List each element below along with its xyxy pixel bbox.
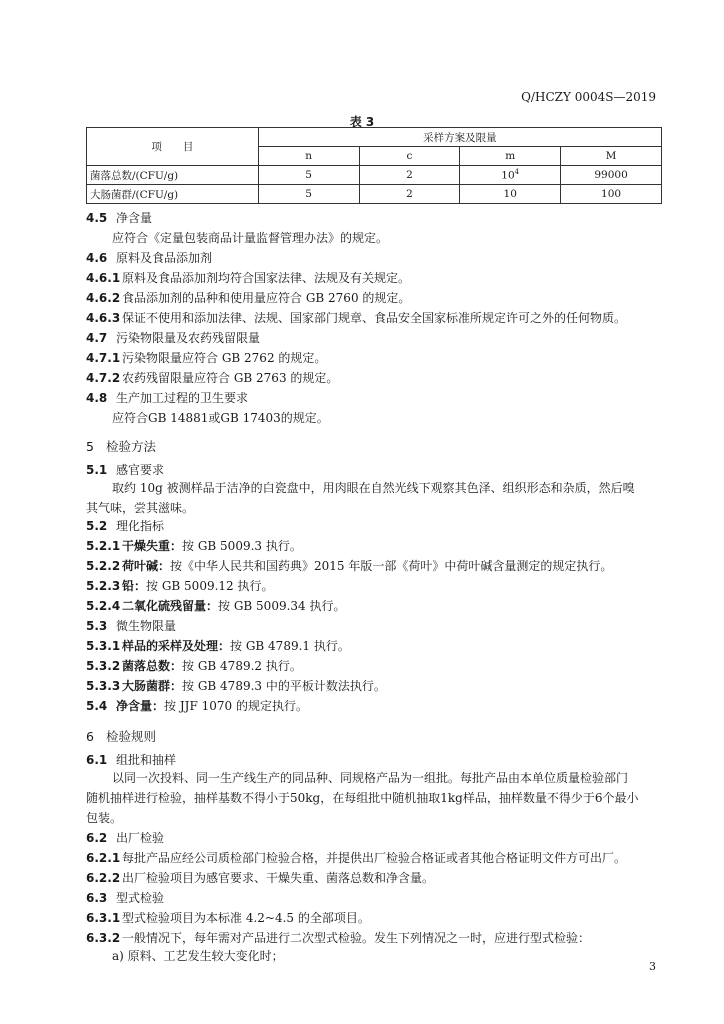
clause-text: 出厂检验项目为感官要求、干燥失重、菌落总数和净含量。 (122, 871, 435, 885)
clause-text: 按 GB 5009.3 执行。 (182, 539, 302, 553)
clause-label: 荷叶碱： (122, 559, 171, 573)
clause-number: 6.2.2 (86, 871, 121, 885)
clause-number: 4.5 (86, 211, 108, 225)
document-code: Q/HCZY 0004S—2019 (521, 90, 656, 104)
clause-number: 4.7 (86, 331, 108, 345)
clause-number: 5.3.1 (86, 639, 121, 653)
clause-title: 污染物限量及农药残留限量 (116, 331, 261, 345)
clause-number: 6.3 (86, 891, 108, 905)
clause-5-3-3 (86, 678, 386, 694)
clause-5-2-3 (86, 578, 274, 594)
section-number: 6 (86, 729, 94, 744)
clause-label: 净含量： (116, 699, 165, 713)
cell-n: 5 (258, 185, 359, 204)
clause-5-2-heading (86, 518, 164, 534)
clause-5-1-heading (86, 462, 164, 478)
clause-6-2-2 (86, 870, 434, 886)
clause-label: 铅： (122, 579, 147, 593)
clause-text: 原料及食品添加剂均符合国家法律、法规及有关规定。 (122, 271, 411, 285)
clause-number: 5.2 (86, 519, 108, 533)
clause-number: 6.3.1 (86, 911, 121, 925)
clause-number: 5.3.2 (86, 659, 121, 673)
clause-title: 组批和抽样 (116, 753, 177, 767)
section-5-heading (86, 437, 156, 455)
clause-text: 食品添加剂的品种和使用量应符合 GB 2760 的规定。 (122, 291, 411, 305)
clause-4-6-2 (86, 290, 410, 306)
cell-c: 2 (359, 166, 460, 185)
clause-text: 按 GB 4789.3 中的平板计数法执行。 (182, 679, 386, 693)
clause-label: 二氧化硫残留量： (122, 599, 219, 613)
clause-number: 4.7.2 (86, 371, 121, 385)
section-title: 检验方法 (106, 439, 157, 454)
clause-5-3-1 (86, 638, 350, 654)
row-name: 菌落总数/(CFU/g) (87, 166, 259, 185)
clause-label: 样品的采样及处理： (122, 639, 231, 653)
clause-6-3-1 (86, 910, 370, 926)
clause-text: 型式检验项目为本标准 4.2~4.5 的全部项目。 (122, 911, 370, 925)
cell-m: 10 (460, 185, 561, 204)
cell-n: 5 (258, 166, 359, 185)
clause-4-8-heading (86, 390, 248, 406)
clause-number: 5.3 (86, 619, 108, 633)
clause-5-2-1 (86, 538, 302, 554)
section-number: 5 (86, 439, 94, 454)
clause-text: 每批产品应经公司质检部门检验合格，并提供出厂检验合格证或者其他合格证明文件方可出厂。 (122, 851, 627, 865)
page-number: 3 (649, 960, 656, 973)
section-6-heading (86, 727, 156, 745)
row-name: 大肠菌群/(CFU/g) (87, 185, 259, 204)
clause-number: 4.8 (86, 391, 108, 405)
clause-5-2-2 (86, 558, 612, 574)
clause-title: 出厂检验 (116, 831, 165, 845)
clause-text: 按 GB 4789.1 执行。 (230, 639, 350, 653)
clause-number: 5.2.3 (86, 579, 121, 593)
clause-number: 4.6.1 (86, 271, 121, 285)
clause-text: 按 GB 4789.2 执行。 (182, 659, 302, 673)
clause-number: 5.1 (86, 463, 108, 477)
clause-text: 按 GB 5009.12 执行。 (146, 579, 274, 593)
clause-6-1-line1: 以同一次投料、同一生产线生产的同品种、同规格产品为一组批。每批产品由本单位质量检验部门 (112, 771, 629, 785)
clause-6-1-heading (86, 752, 176, 768)
clause-text: 按《中华人民共和国药典》2015 年版一部《荷叶》中荷叶碱含量测定的规定执行。 (170, 559, 613, 573)
clause-5-4 (86, 698, 308, 714)
clause-5-3-2 (86, 658, 302, 674)
clause-text: 一般情况下，每年需对产品进行二次型式检验。发生下列情况之一时，应进行型式检验： (122, 931, 591, 945)
clause-title: 原料及食品添加剂 (116, 251, 213, 265)
clause-title: 微生物限量 (116, 619, 177, 633)
clause-text: 按 JJF 1070 的规定执行。 (164, 699, 308, 713)
clause-number: 5.2.1 (86, 539, 121, 553)
clause-6-1-line3: 包装。 (86, 811, 123, 825)
clause-title: 型式检验 (116, 891, 165, 905)
clause-number: 5.2.2 (86, 559, 121, 573)
clause-6-2-heading (86, 830, 164, 846)
clause-title: 净含量 (116, 211, 153, 225)
column-m: m (460, 147, 561, 166)
table-row (87, 185, 662, 204)
clause-6-3-heading (86, 890, 164, 906)
clause-4-6-3 (86, 310, 626, 326)
clause-text: 农药残留限量应符合 GB 2763 的规定。 (122, 371, 339, 385)
cell-M: 99000 (561, 166, 662, 185)
clause-number: 4.7.1 (86, 351, 121, 365)
table-caption: 表 3 (349, 115, 375, 129)
clause-5-1-line1: 取约 10g 被测样品于洁净的白瓷盘中，用肉眼在自然光线下观察其色泽、组织形态和杂质，然后嗅 (112, 481, 635, 495)
column-c: c (359, 147, 460, 166)
clause-6-3-2-item-a: a) 原料、工艺发生较大变化时； (112, 949, 284, 963)
clause-label: 干燥失重： (122, 539, 183, 553)
clause-5-3-heading (86, 618, 176, 634)
item-header: 项 目 (87, 128, 259, 166)
clause-number: 4.6 (86, 251, 108, 265)
clause-number: 5.3.3 (86, 679, 121, 693)
clause-5-1-line2: 其气味，尝其滋味。 (86, 501, 195, 515)
clause-4-8-text: 应符合GB 14881或GB 17403的规定。 (112, 411, 329, 425)
clause-4-7-heading (86, 330, 260, 346)
clause-6-1-line2: 随机抽样进行检验，抽样基数不得小于50kg，在每组批中随机抽取1kg样品，抽样数量不得少于6个最小 (86, 791, 639, 805)
clause-4-7-2 (86, 370, 338, 386)
cell-M: 100 (561, 185, 662, 204)
clause-title: 感官要求 (116, 463, 165, 477)
clause-text: 按 GB 5009.34 执行。 (218, 599, 346, 613)
column-n: n (258, 147, 359, 166)
clause-number: 5.4 (86, 699, 108, 713)
clause-6-2-1 (86, 850, 626, 866)
table-3 (86, 127, 662, 204)
cell-m (460, 166, 561, 185)
table-row (87, 166, 662, 185)
cell-c: 2 (359, 185, 460, 204)
clause-text: 污染物限量应符合 GB 2762 的规定。 (122, 351, 327, 365)
clause-title: 理化指标 (116, 519, 165, 533)
clause-4-7-1 (86, 350, 326, 366)
clause-label: 大肠菌群： (122, 679, 183, 693)
clause-number: 6.3.2 (86, 931, 121, 945)
clause-4-6-1 (86, 270, 410, 286)
clause-number: 6.1 (86, 753, 108, 767)
clause-5-2-4 (86, 598, 346, 614)
clause-number: 6.2 (86, 831, 108, 845)
column-M: M (561, 147, 662, 166)
cell-m-exponent: 4 (514, 168, 520, 177)
clause-title: 生产加工过程的卫生要求 (116, 391, 249, 405)
clause-4-5-heading (86, 210, 152, 226)
clause-label: 菌落总数： (122, 659, 183, 673)
clause-number: 6.2.1 (86, 851, 121, 865)
clause-6-3-2 (86, 930, 590, 946)
clause-text: 保证不使用和添加法律、法规、国家部门规章、食品安全国家标准所规定许可之外的任何物质。 (122, 311, 627, 325)
section-title: 检验规则 (106, 729, 157, 744)
clause-number: 5.2.4 (86, 599, 121, 613)
cell-m-base: 10 (501, 169, 515, 182)
clause-4-6-heading (86, 250, 212, 266)
clause-number: 4.6.2 (86, 291, 121, 305)
sampling-plan-header: 采样方案及限量 (258, 128, 661, 147)
clause-4-5-text: 应符合《定量包装商品计量监督管理办法》的规定。 (112, 231, 389, 245)
clause-number: 4.6.3 (86, 311, 121, 325)
